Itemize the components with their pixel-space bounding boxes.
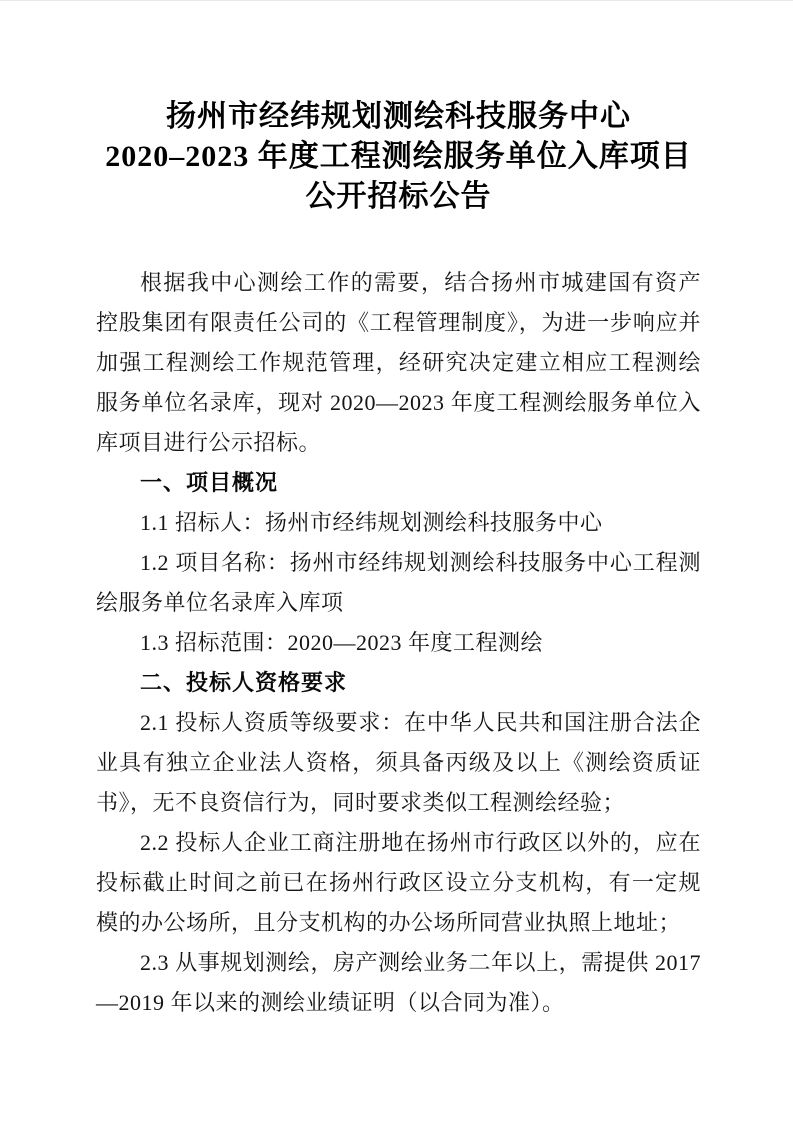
paragraph-1-3-tender-scope: 1.3 招标范围：2020—2023 年度工程测绘 bbox=[140, 630, 544, 655]
title-line-2: 2020–2023 年度工程测绘服务单位入库项目 bbox=[105, 140, 692, 173]
paragraph-intro: 根据我中心测绘工作的需要，结合扬州市城建国有资产控股集团有限责任公司的《工程管理制度》，为进一步响应并加强工程测绘工作规范管理，经研究决定建立相应工程测绘服务单位名录库，现对 2020—2023 年度工程测绘服务单位入库项目进行公示招标。 bbox=[96, 270, 701, 455]
paragraph-1-1-tenderer: 1.1 招标人：扬州市经纬规划测绘科技服务中心 bbox=[140, 510, 603, 535]
title-line-3: 公开招标公告 bbox=[305, 180, 492, 213]
section-heading-project-overview: 一、项目概况 bbox=[140, 470, 279, 495]
paragraph-1-2-project-name: 1.2 项目名称：扬州市经纬规划测绘科技服务中心工程测绘服务单位名录库入库项 bbox=[96, 550, 701, 615]
paragraph-2-2-registration-location: 2.2 投标人企业工商注册地在扬州市行政区以外的，应在投标截止时间之前已在扬州行政区设立分支机构，有一定规模的办公场所，且分支机构的办公场所同营业执照上地址； bbox=[96, 830, 701, 935]
section-heading-bidder-qualifications: 二、投标人资格要求 bbox=[140, 670, 348, 695]
document-body bbox=[96, 263, 701, 1023]
paragraph-2-3-experience-requirement: 2.3 从事规划测绘，房产测绘业务二年以上，需提供 2017—2019 年以来的测绘业绩证明（以合同为准）。 bbox=[96, 950, 701, 1015]
title-line-1: 扬州市经纬规划测绘科技服务中心 bbox=[166, 100, 631, 133]
paragraph-2-1-qualification-level: 2.1 投标人资质等级要求：在中华人民共和国注册合法企业具有独立企业法人资格，须具备丙级及以上《测绘资质证书》，无不良资信行为，同时要求类似工程测绘经验； bbox=[96, 710, 701, 815]
document-title bbox=[96, 97, 701, 217]
